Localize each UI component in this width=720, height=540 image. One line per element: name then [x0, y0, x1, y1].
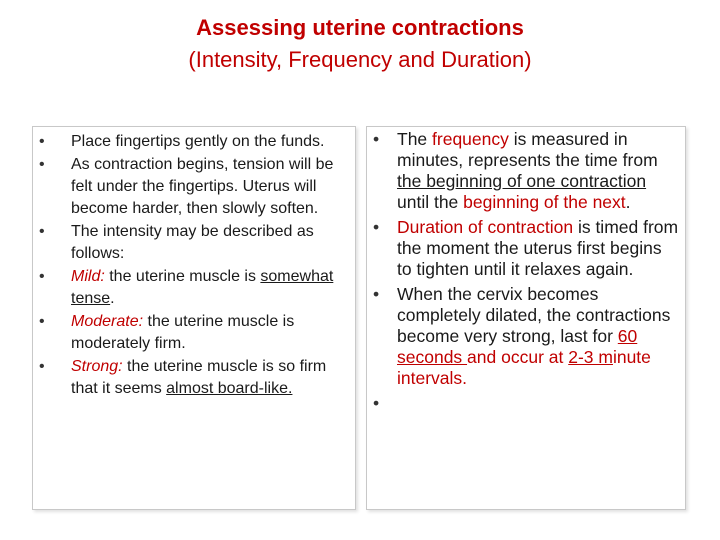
underlined-text: the beginning of one contraction [397, 171, 647, 191]
underlined-value: 60 seconds [397, 326, 638, 367]
bullet-icon: • [373, 284, 380, 304]
item-text: . [110, 290, 115, 307]
item-text: inute intervals. [397, 347, 651, 388]
title-line-2: (Intensity, Frequency and Duration) [188, 47, 532, 72]
underlined-text: somewhat tense [71, 268, 334, 307]
highlight-term: frequency [432, 129, 509, 149]
item-text: As contraction begins, tension will be felt under the fingertips. Uterus will become harder, then slowly soften. [71, 156, 334, 217]
item-text: the uterine muscle is moderately firm. [71, 313, 295, 352]
title-line-1: Assessing uterine contractions [196, 15, 524, 40]
bullet-icon: • [39, 156, 45, 173]
list-item [37, 221, 349, 265]
item-text: . [625, 192, 631, 212]
intensity-term-strong: Strong: [71, 358, 123, 375]
highlight-term: Duration of contraction [397, 217, 574, 237]
item-text: the uterine muscle is so firm that it seems [71, 358, 327, 397]
list-item [373, 129, 679, 213]
bullet-icon: • [39, 133, 45, 150]
underlined-value: 2-3 m [568, 347, 613, 367]
list-item [37, 154, 349, 220]
intensity-term-mild: Mild: [71, 268, 105, 285]
bullet-icon: • [39, 268, 45, 285]
bullet-icon: • [373, 393, 380, 413]
item-text: When the cervix becomes completely dilated, the contractions become very strong, last for [397, 284, 671, 346]
left-text-box [32, 126, 356, 510]
list-item [373, 217, 679, 280]
bullet-icon: • [39, 358, 45, 375]
intensity-term-moderate: Moderate: [71, 313, 144, 330]
list-item [37, 131, 349, 153]
item-text: is timed from the moment the uterus first begins to tighten until it relaxes again. [397, 217, 679, 279]
right-text-box [366, 126, 686, 510]
item-text: The intensity may be described as follows: [71, 223, 314, 262]
bullet-icon: • [373, 217, 380, 237]
right-bullet-list [373, 129, 679, 413]
item-text: The [397, 129, 433, 149]
bullet-icon: • [373, 129, 380, 149]
bullet-icon: • [39, 223, 45, 240]
slide-title [0, 12, 720, 76]
list-item [37, 356, 349, 400]
underlined-text: almost board-like. [166, 380, 293, 397]
list-item [373, 284, 679, 389]
bullet-icon: • [39, 313, 45, 330]
item-text: and occur at [467, 347, 569, 367]
list-item [37, 311, 349, 355]
item-text: Place fingertips gently on the funds. [71, 133, 325, 150]
item-text: is measured in minutes, represents the time from [397, 129, 658, 170]
left-bullet-list [37, 131, 349, 400]
list-item [37, 266, 349, 310]
highlight-term: beginning of the next [463, 192, 626, 212]
item-text: the uterine muscle is [104, 268, 261, 285]
item-text: until the [397, 192, 464, 212]
